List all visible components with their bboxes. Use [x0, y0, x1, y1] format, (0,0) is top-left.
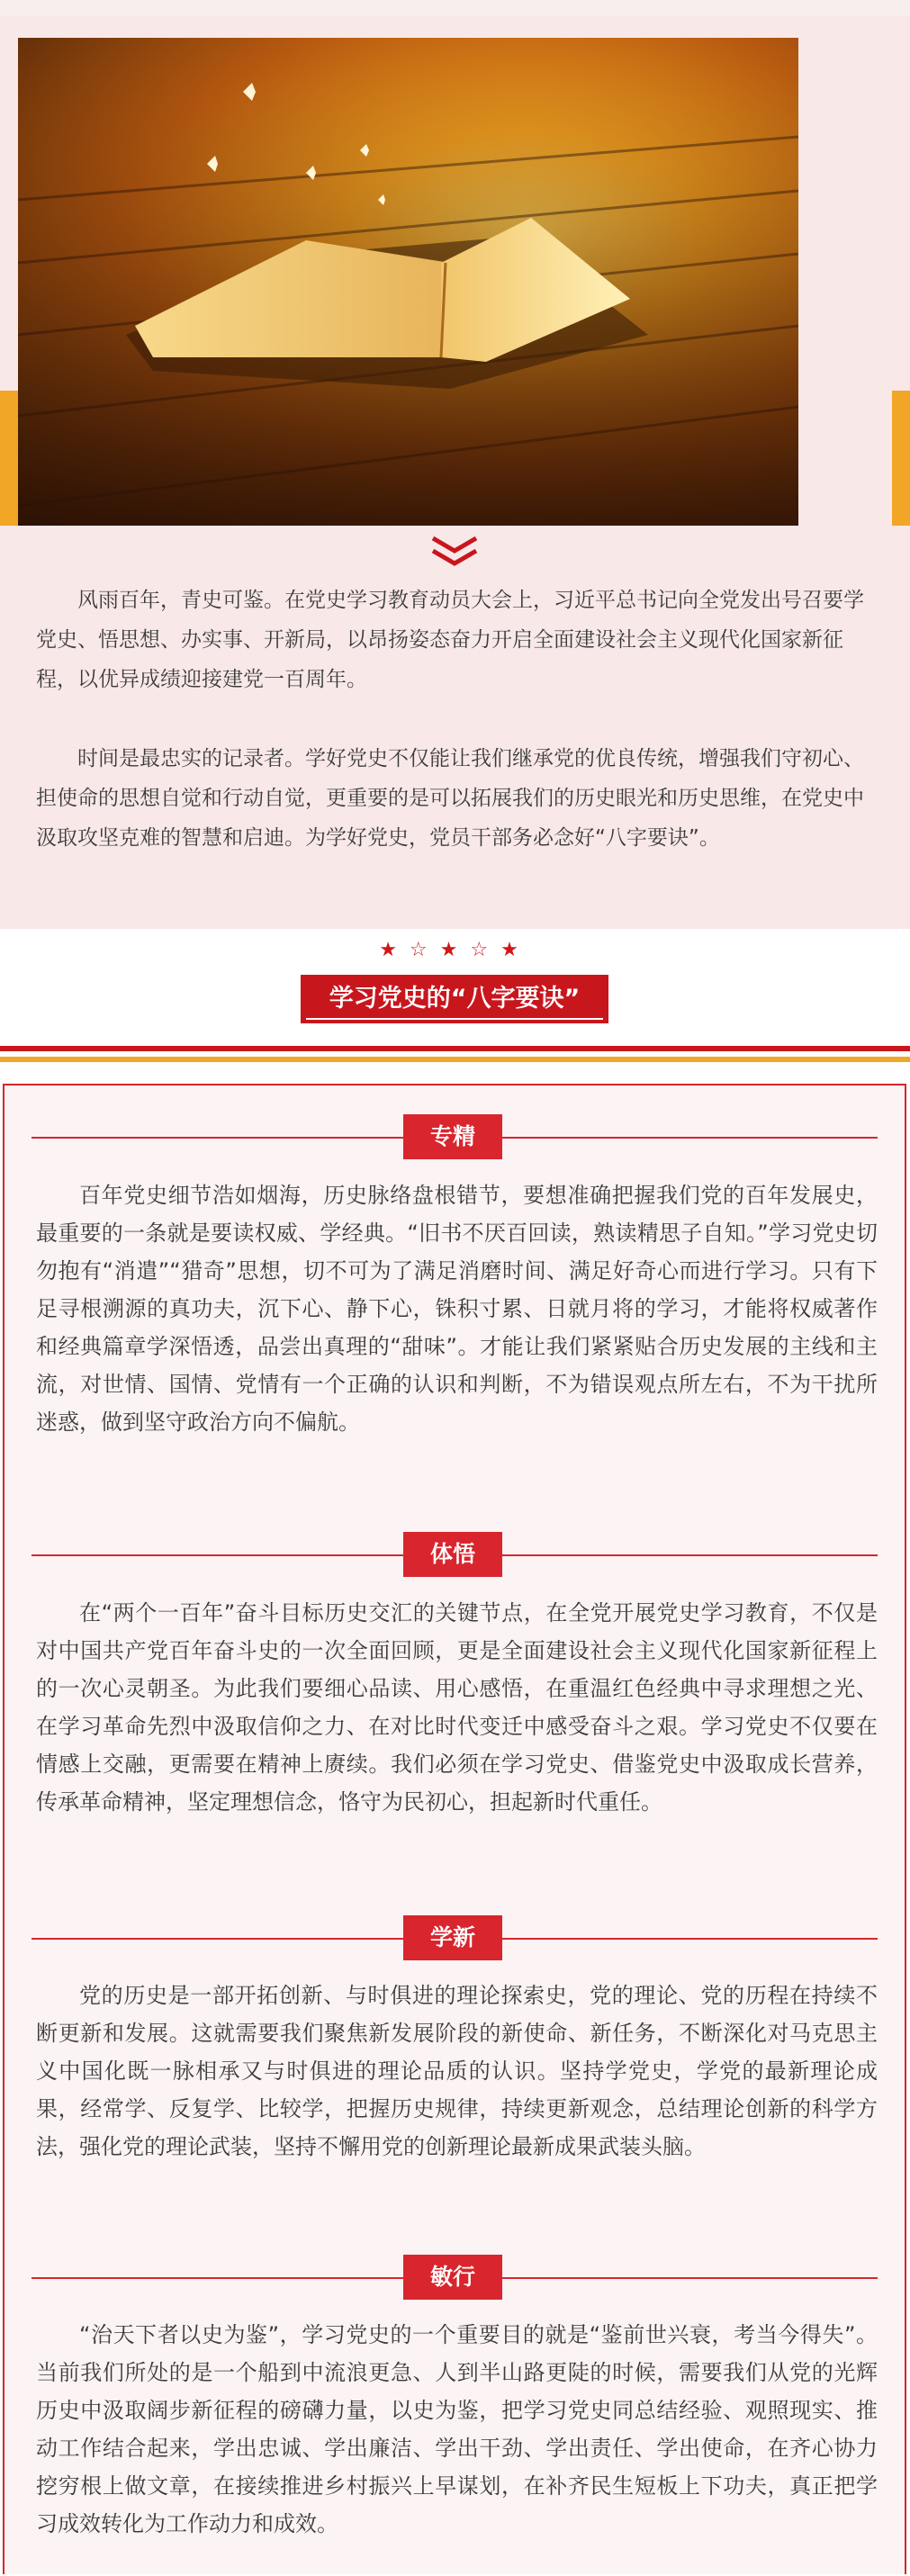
right-accent-bar — [892, 391, 910, 526]
left-accent-bar — [0, 391, 18, 526]
section-text-zhuanjing: 百年党史细节浩如烟海，历史脉络盘根错节，要想准确把握我们党的百年发展史，最重要的一条就是要读权威、学经典。“旧书不厌百回读，熟读精思子自知。”学习党史切勿抱有“消遣”“猎奇”思想，切不可为了满足消磨时间、满足好奇心而进行学习。只有下足寻根溯源的真功夫，沉下心、静下心，铢积寸累、日就月将的学习，才能将权威著作和经典篇章学深悟透，品尝出真理的“甜味”。才能让我们紧紧贴合历史发展的主线和主流，对世情、国情、党情有一个正确的认识和判断，不为错误观点所左右，不为干扰所迷惑，做到坚守政治方向不偏航。 — [36, 1183, 878, 1435]
intro-paragraph: 时间是最忠实的记录者。学好党史不仅能让我们继承党的优良传统，增强我们守初心、担使命的思想自觉和行动自觉，更重要的是可以拓展我们的历史眼光和历史思维，在党史中汲取攻坚克难的智慧和启迪。为学好党史，党员干部务必念好“八字要诀”。 — [36, 747, 864, 850]
section-text-minxing: “治天下者以史为鉴”，学习党史的一个重要目的就是“鉴前世兴衰，考当今得失”。当前我们所处的是一个船到中流浪更急、人到半山路更陡的时候，需要我们从党的光辉历史中汲取阔步新征程的磅礴力量，以史为鉴，把学习党史同总结经验、观照现实、推动工作结合起来，学出忠诚、学出廉洁、学出干劲、学出责任、学出使命，在齐心协力挖穷根上做文章，在接续推进乡村振兴上早谋划，在补齐民生短板上下功夫，真正把学习成效转化为工作动力和成效。 — [36, 2322, 878, 2536]
section-text-tiwu: 在“两个一百年”奋斗目标历史交汇的关键节点，在全党开展党史学习教育，不仅是对中国共产党百年奋斗史的一次全面回顾，更是全面建设社会主义现代化国家新征程上的一次心灵朝圣。为此我们要细心品读、用心感悟，在重温红色经典中寻求理想之光、在学习革命先烈中汲取信仰之力、在对比时代变迁中感受奋斗之艰。学习党史不仅要在情感上交融，更需要在精神上赓续。我们必须在学习党史、借鉴党史中汲取成长营养，传承革命精神，坚定理想信念，恪守为民初心，担起新时代重任。 — [36, 1600, 878, 1815]
chevron-down-icon — [428, 533, 482, 569]
section-heading-tiwu — [32, 1532, 878, 1577]
intro-paragraph: 风雨百年，青史可鉴。在党史学习教育动员大会上，习近平总书记向全党发出号召要学党史、悟思想、办实事、开新局，以昂扬姿态奋力开启全面建设社会主义现代化国家新征程，以优异成绩迎接建党一百周年。 — [36, 589, 864, 691]
section-label: 专精 — [403, 1114, 502, 1159]
section-label: 体悟 — [403, 1532, 502, 1577]
section-heading-zhuanjing — [32, 1114, 878, 1159]
divider-red — [0, 1046, 910, 1051]
star-row-icon: ★☆★☆★ — [379, 939, 531, 961]
top-strip — [0, 0, 910, 16]
section-label: 学新 — [403, 1915, 502, 1960]
section-heading-xuexin — [32, 1915, 878, 1960]
section-heading-minxing — [32, 2255, 878, 2300]
intro-text — [36, 581, 878, 897]
page-title: 学习党史的“八字要诀” — [301, 975, 608, 1023]
section-text-xuexin: 党的历史是一部开拓创新、与时俱进的理论探索史，党的理论、党的历程在持续不断更新和发展。这就需要我们聚焦新发展阶段的新使命、新任务，不断深化对马克思主义中国化既一脉相承又与时俱进的理论品质的认识。坚持学党史，学党的最新理论成果，经常学、反复学、比较学，把握历史规律，持续更新观念，总结理论创新的科学方法，强化党的理论武装，坚持不懈用党的创新理论最新成果武装头脑。 — [36, 1983, 878, 2159]
divider-orange — [0, 1057, 910, 1062]
open-book-photo — [18, 38, 798, 526]
section-label: 敏行 — [403, 2255, 502, 2300]
